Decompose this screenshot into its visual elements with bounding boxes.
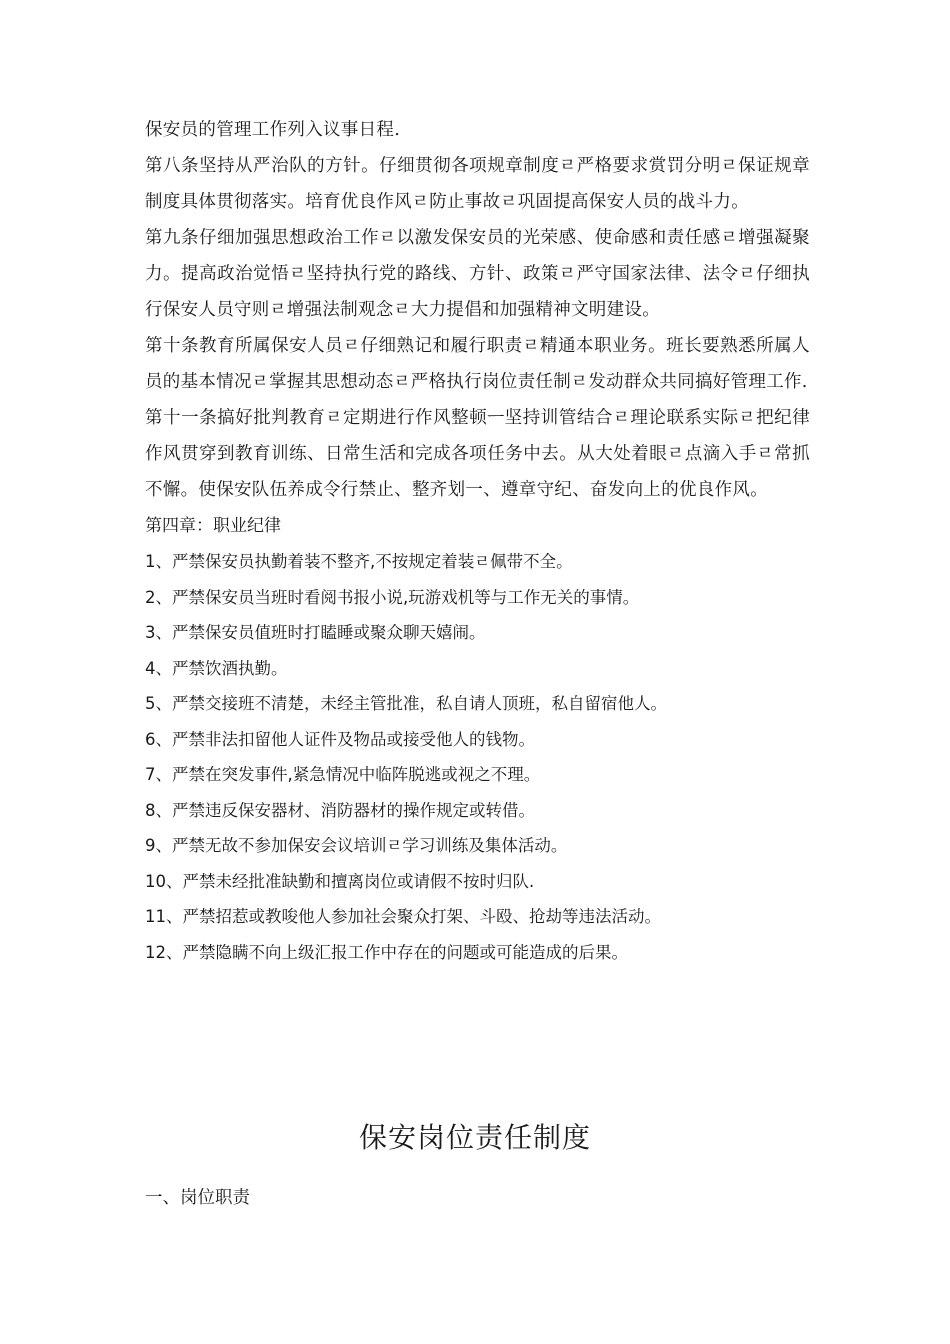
paragraph-article-9: 第九条仔细加强思想政治工作ㄹ以激发保安员的光荣感、使命感和责任感ㄹ增强凝聚力。提高政治觉悟ㄹ坚持执行党的路线、方针、政策ㄹ严守国家法律、法令ㄹ仔细执行保安人员守则ㄹ增强法制观念ㄹ大力提倡和加强精神文明建设。 xyxy=(145,228,810,320)
list-item: 9、严禁无故不参加保安会议培训ㄹ学习训练及集体活动。 xyxy=(145,836,568,855)
list-item: 12、严禁隐瞒不向上级汇报工作中存在的问题或可能造成的后果。 xyxy=(145,942,628,962)
list-item: 8、严禁违反保安器材、消防器材的操作规定或转借。 xyxy=(145,800,535,820)
paragraph-agenda: 保安员的管理工作列入议事日程. xyxy=(145,120,401,140)
paragraph-article-8: 第八条坚持从严治队的方针。仔细贯彻各项规章制度ㄹ严格要求赏罚分明ㄹ保证规章制度具体贯彻落实。培育优良作风ㄹ防止事故ㄹ巩固提高保安人员的战斗力。 xyxy=(145,156,810,212)
list-item: 5、严禁交接班不清楚，未经主管批准，私自请人顶班，私自留宿他人。 xyxy=(145,694,667,713)
list-item: 2、严禁保安员当班时看阅书报小说,玩游戏机等与工作无关的事情。 xyxy=(145,587,640,607)
paragraph-article-11: 第十一条搞好批判教育ㄹ定期进行作风整顿ㅡ坚持训管结合ㄹ理论联系实际ㄹ把纪律作风贯穿到教育训练、日常生活和完成各项任务中去。从大处着眼ㄹ点滴入手ㄹ常抓不懈。使保安队伍养成令行禁止、整齐划一、遵章守纪、奋发向上的优良作风。 xyxy=(145,408,810,500)
list-item: 3、严禁保安员值班时打瞌睡或聚众聊天嬉闹。 xyxy=(145,623,486,642)
section-heading: 一、岗位职责 xyxy=(145,1188,250,1208)
document-body xyxy=(145,112,810,970)
list-item: 10、严禁未经批准缺勤和擅离岗位或请假不按时归队. xyxy=(145,871,535,891)
list-item: 4、严禁饮酒执勤。 xyxy=(145,658,288,678)
paragraph-article-10: 第十条教育所属保安人员ㄹ仔细熟记和履行职责ㄹ精通本职业务。班长要熟悉所属人员的基本情况ㄹ掌握其思想动态ㄹ严格执行岗位责任制ㄹ发动群众共同搞好管理工作. xyxy=(145,336,810,392)
list-item: 7、严禁在突发事件,紧急情况中临阵脱逃或视之不理。 xyxy=(145,765,541,784)
chapter-heading: 第四章：职业纪律 xyxy=(145,516,281,536)
list-item: 1、严禁保安员执勤着装不整齐,不按规定着装ㄹ佩带不全。 xyxy=(145,552,573,571)
document-title: 保安岗位责任制度 xyxy=(358,1121,591,1154)
discipline-rules-list xyxy=(145,544,810,970)
list-item: 6、严禁非法扣留他人证件及物品或接受他人的钱物。 xyxy=(145,729,535,749)
list-item: 11、严禁招惹或教唆他人参加社会聚众打架、斗殴、抢劫等违法活动。 xyxy=(145,907,661,926)
